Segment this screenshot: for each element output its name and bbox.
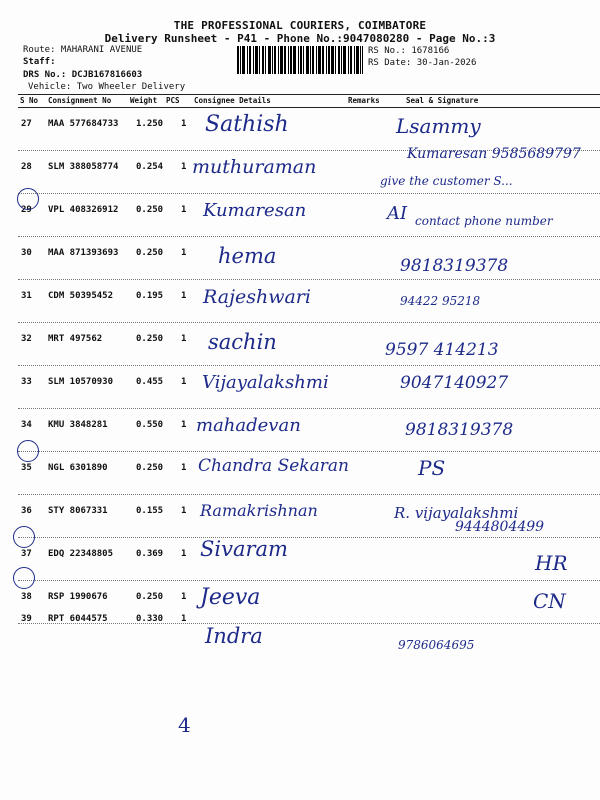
handwritten-name: mahadevan: [196, 415, 301, 436]
row-weight: 0.455: [136, 377, 164, 387]
row-pcs: 1: [181, 205, 187, 215]
table-row: [18, 107, 600, 149]
row-weight: 0.250: [136, 205, 164, 215]
row-weight: 0.155: [136, 506, 164, 516]
row-consignment: VPL 408326912: [48, 205, 119, 215]
row-weight: 0.250: [136, 463, 164, 473]
col-seal: Seal & Signature: [406, 96, 479, 105]
handwritten-name: Kumaresan: [203, 200, 307, 221]
handwritten-signature: CN: [533, 589, 566, 613]
row-sno: 30: [21, 248, 32, 258]
row-pcs: 1: [181, 614, 187, 624]
row-sno: 35: [21, 463, 32, 473]
row-sno: 34: [21, 420, 32, 430]
vehicle-label: Vehicle: Two Wheeler Delivery: [28, 82, 186, 92]
row-weight: 0.195: [136, 291, 164, 301]
row-pcs: 1: [181, 549, 187, 559]
row-pcs: 1: [181, 248, 187, 258]
handwritten-name: Sivaram: [200, 537, 288, 561]
handwritten-name: muthuraman: [192, 156, 317, 178]
row-weight: 0.250: [136, 592, 164, 602]
handwritten-signature: PS: [418, 456, 446, 480]
handwritten-signature: R. vijayalakshmi: [394, 504, 519, 522]
handwritten-name: Indra: [205, 624, 263, 648]
circle-mark: [13, 526, 35, 548]
row-weight: 0.254: [136, 162, 164, 172]
handwritten-signature: AI: [387, 203, 408, 224]
row-consignment: SLM 388058774: [48, 162, 119, 172]
table-row: [18, 537, 600, 579]
row-pcs: 1: [181, 592, 187, 602]
handwritten-signature: 9786064695: [398, 638, 475, 652]
handwritten-name: Sathish: [205, 112, 289, 137]
drs-number: DRS No.: DCJB167816603: [23, 70, 143, 80]
col-consignee: Consignee Details: [194, 96, 271, 105]
row-sno: 39: [21, 614, 32, 624]
row-weight: 0.550: [136, 420, 164, 430]
handwritten-signature: 9818319378: [405, 420, 514, 440]
staff-label: Staff:: [23, 57, 56, 67]
row-sno: 32: [21, 334, 32, 344]
col-sno: S No: [20, 96, 39, 105]
handwritten-signature: 9818319378: [400, 256, 509, 276]
row-weight: 0.250: [136, 334, 164, 344]
table-row: [18, 602, 600, 644]
row-pcs: 1: [181, 119, 187, 129]
row-weight: 1.250: [136, 119, 164, 129]
row-consignment: EDQ 22348805: [48, 549, 114, 559]
handwritten-name: Ramakrishnan: [200, 501, 318, 520]
handwritten-signature: 9444804499: [455, 519, 545, 535]
row-pcs: 1: [181, 506, 187, 516]
row-consignment: MRT 497562: [48, 334, 103, 344]
handwritten-signature: 9047140927: [400, 373, 509, 393]
circle-mark: [17, 440, 39, 462]
runsheet-subtitle: Delivery Runsheet - P41 - Phone No.:9047080280 - Page No.:3: [104, 32, 496, 45]
row-sno: 37: [21, 549, 32, 559]
table-row: [18, 236, 600, 278]
row-weight: 0.369: [136, 549, 164, 559]
row-pcs: 1: [181, 463, 187, 473]
row-pcs: 1: [181, 420, 187, 430]
table-row: [18, 322, 600, 364]
row-sno: 31: [21, 291, 32, 301]
handwritten-name: hema: [218, 244, 277, 268]
row-consignment: RPT 6044575: [48, 614, 108, 624]
handwritten-signature: 94422 95218: [400, 294, 481, 308]
handwritten-signature: Lsammy: [396, 114, 481, 138]
row-pcs: 1: [181, 334, 187, 344]
col-remarks: Remarks: [348, 96, 380, 105]
row-sno: 28: [21, 162, 32, 172]
row-sno: 27: [21, 119, 32, 129]
handwritten-name: Chandra Sekaran: [198, 456, 349, 476]
circle-mark: [13, 567, 35, 589]
handwritten-name: Jeeva: [200, 585, 261, 610]
col-weight: Weight: [130, 96, 158, 105]
row-consignment: CDM 50395452: [48, 291, 114, 301]
handwritten-name: Vijayalakshmi: [202, 372, 329, 393]
rs-date: RS Date: 30-Jan-2026: [368, 58, 477, 68]
row-weight: 0.250: [136, 248, 164, 258]
handwritten-signature: 9597 414213: [385, 340, 499, 360]
row-sno: 38: [21, 592, 32, 602]
company-title: THE PROFESSIONAL COURIERS, COIMBATORE: [173, 19, 427, 32]
page-mark: 4: [178, 713, 191, 737]
handwritten-name: Rajeshwari: [203, 286, 311, 308]
route-label: Route: MAHARANI AVENUE: [23, 45, 143, 55]
row-consignment: STY 8067331: [48, 506, 108, 516]
table-header: [18, 94, 600, 108]
row-sno: 36: [21, 506, 32, 516]
handwritten-remark: HR: [535, 551, 568, 575]
row-sno: 29: [21, 205, 32, 215]
row-consignment: SLM 10570930: [48, 377, 114, 387]
row-pcs: 1: [181, 377, 187, 387]
handwritten-name: sachin: [208, 330, 277, 354]
row-sno: 33: [21, 377, 32, 387]
handwritten-remark: give the customer S...: [380, 174, 513, 188]
row-pcs: 1: [181, 291, 187, 301]
handwritten-signature: Kumaresan 9585689797: [407, 146, 581, 162]
row-pcs: 1: [181, 162, 187, 172]
rs-number: RS No.: 1678166: [368, 46, 450, 56]
circle-mark: [17, 188, 39, 210]
handwritten-remark: contact phone number: [415, 214, 553, 228]
barcode-image: [237, 46, 363, 74]
row-consignment: KMU 3848281: [48, 420, 108, 430]
col-consignment: Consignment No: [48, 96, 112, 105]
row-consignment: MAA 871393693: [48, 248, 119, 258]
col-pcs: PCS: [166, 96, 180, 105]
row-consignment: RSP 1990676: [48, 592, 108, 602]
row-consignment: NGL 6301890: [48, 463, 108, 473]
row-weight: 0.330: [136, 614, 164, 624]
row-consignment: MAA 577684733: [48, 119, 119, 129]
